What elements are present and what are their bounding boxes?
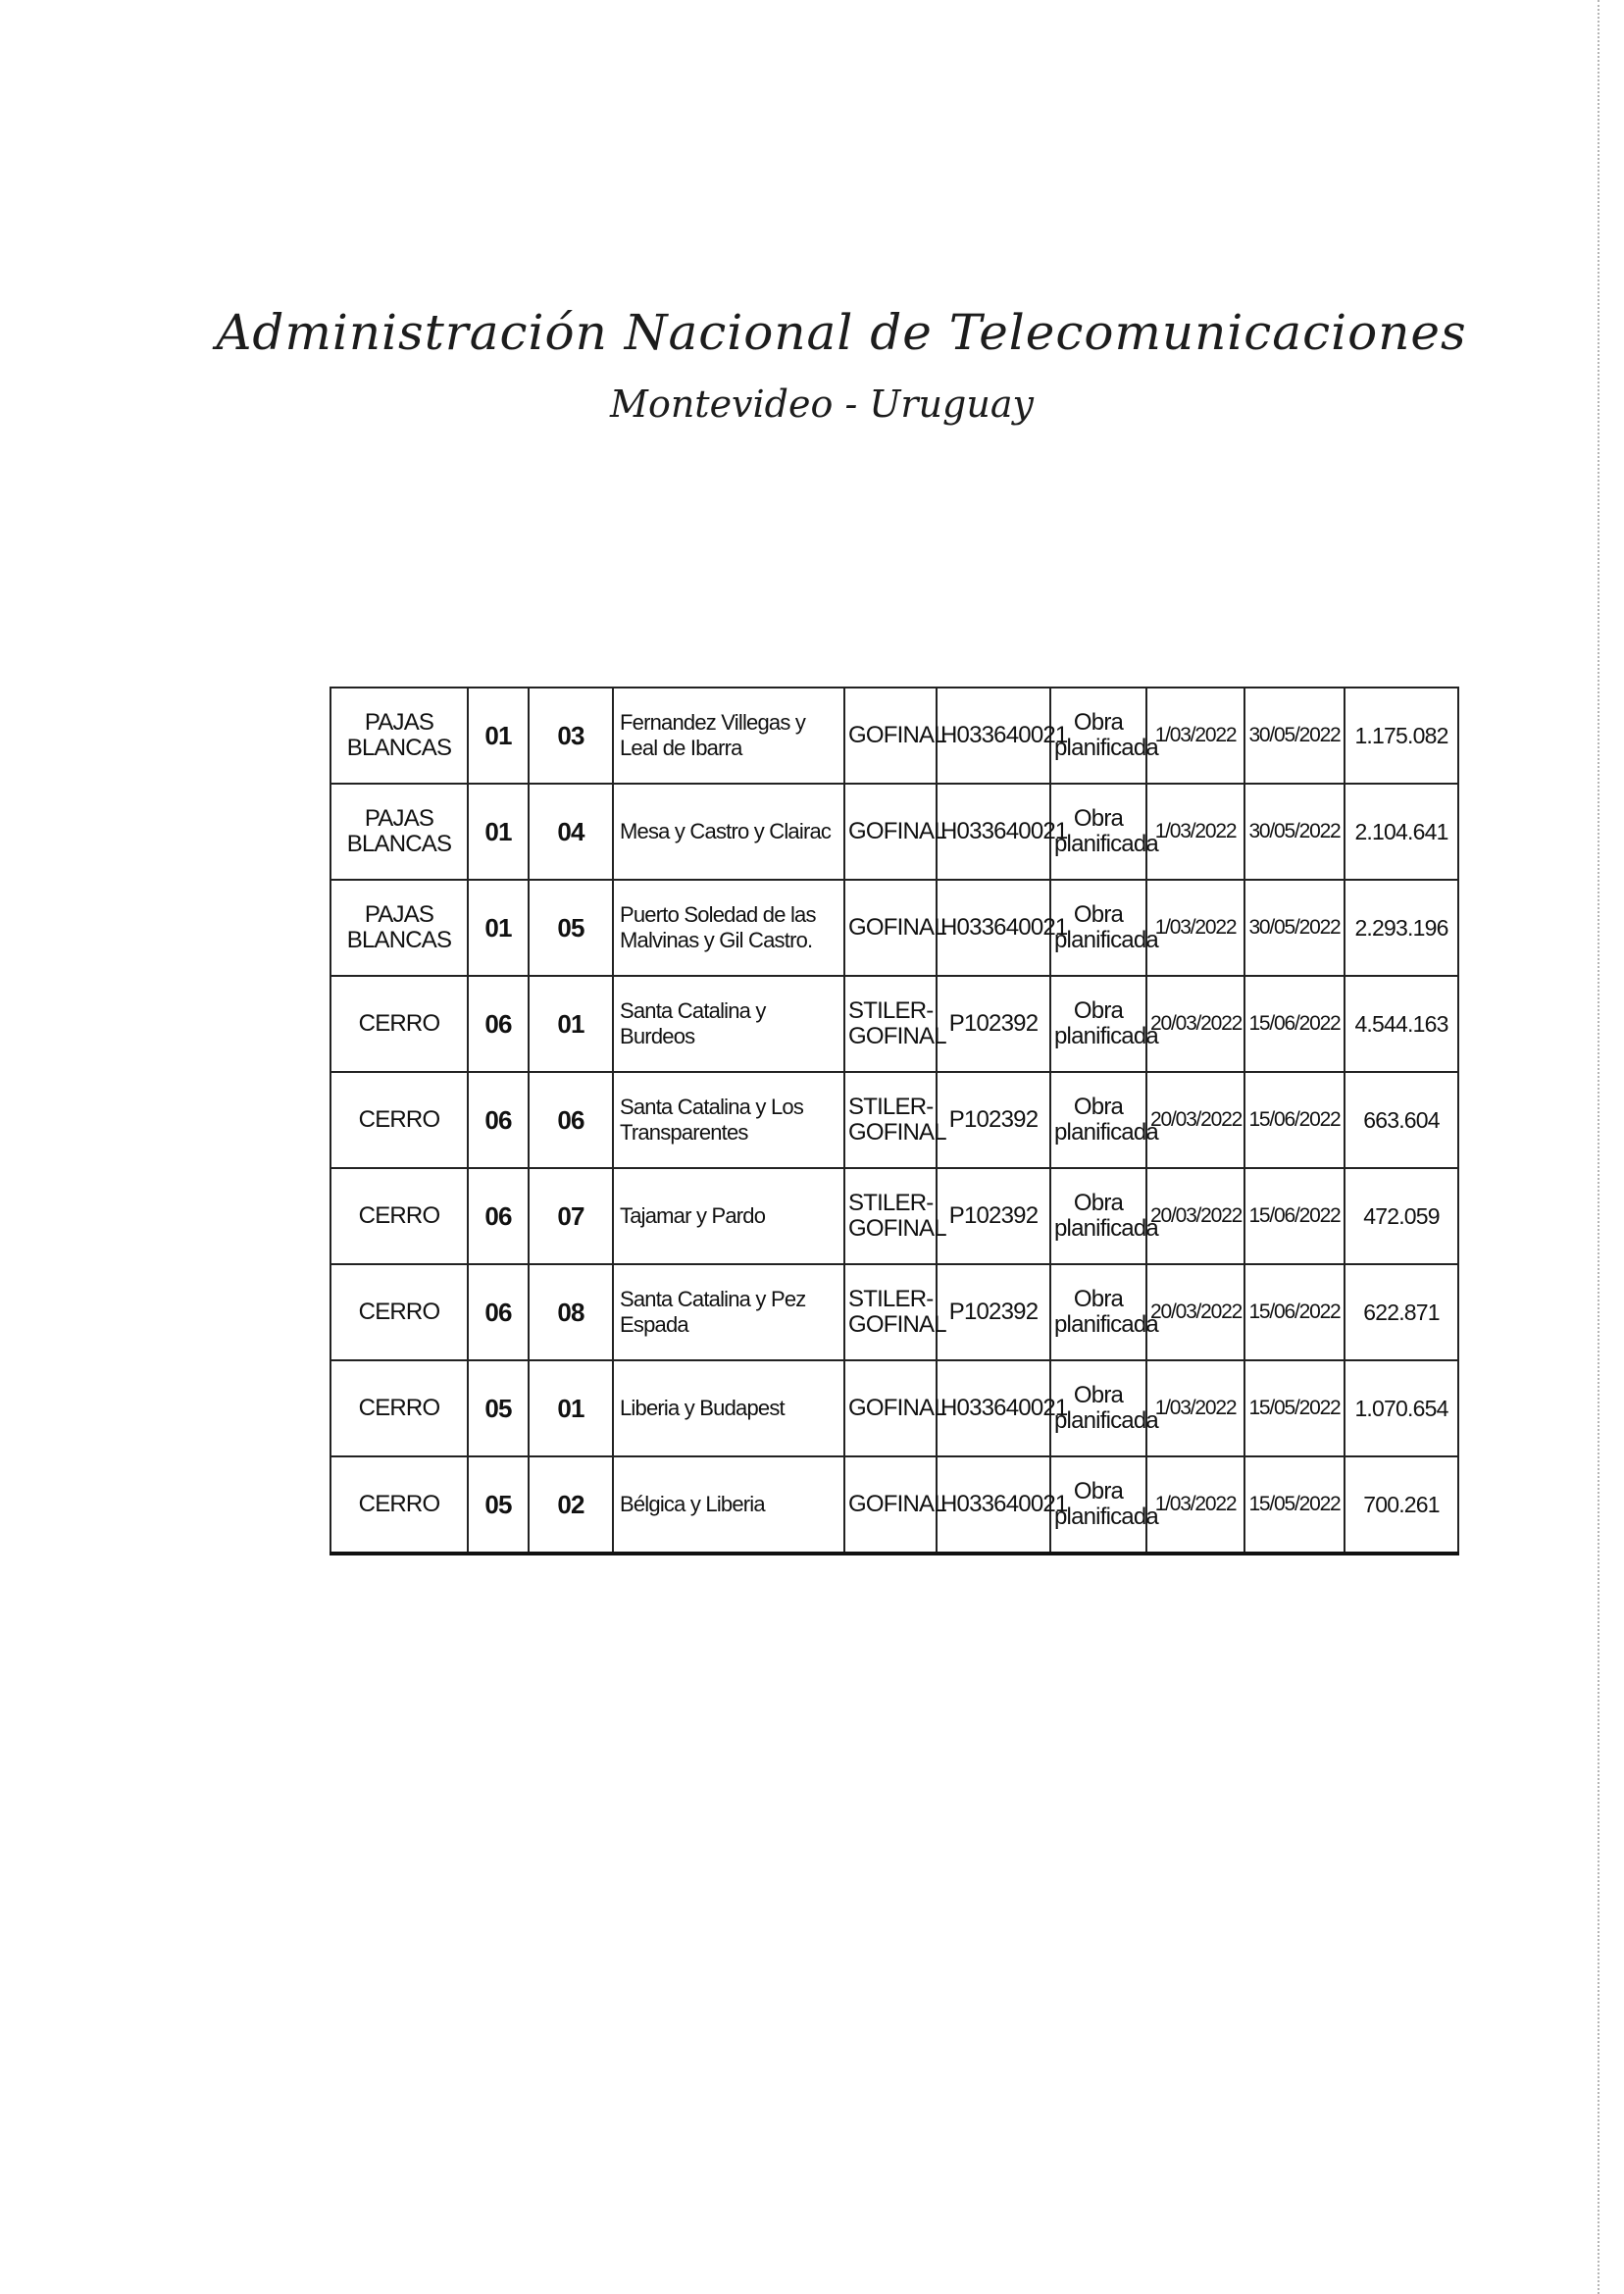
address-cell: Mesa y Castro y Clairac	[613, 784, 844, 880]
address-cell: Bélgica y Liberia	[613, 1456, 844, 1554]
end-date-cell: 30/05/2022	[1244, 784, 1345, 880]
status-cell: Obra planificada	[1050, 976, 1146, 1072]
start-date-cell: 20/03/2022	[1146, 1168, 1244, 1264]
letterhead	[0, 304, 1624, 426]
end-date-cell: 30/05/2022	[1244, 688, 1345, 784]
code-1-cell: 05	[468, 1360, 529, 1456]
start-date-cell: 1/03/2022	[1146, 688, 1244, 784]
zone-cell: CERRO	[330, 1168, 468, 1264]
code-2-cell: 06	[529, 1072, 613, 1168]
zone-cell: PAJAS BLANCAS	[330, 784, 468, 880]
table-row	[330, 1264, 1458, 1360]
code-2-cell: 07	[529, 1168, 613, 1264]
end-date-cell: 15/06/2022	[1244, 1072, 1345, 1168]
project-code-cell: H033640021	[937, 688, 1050, 784]
end-date-cell: 15/06/2022	[1244, 1168, 1345, 1264]
start-date-cell: 1/03/2022	[1146, 880, 1244, 976]
table-row	[330, 1072, 1458, 1168]
code-2-cell: 08	[529, 1264, 613, 1360]
organization-city: Montevideo - Uruguay	[610, 382, 1034, 426]
start-date-cell: 20/03/2022	[1146, 1264, 1244, 1360]
status-cell: Obra planificada	[1050, 1360, 1146, 1456]
end-date-cell: 15/05/2022	[1244, 1360, 1345, 1456]
address-cell: Santa Catalina y Burdeos	[613, 976, 844, 1072]
project-code-cell: P102392	[937, 1072, 1050, 1168]
project-code-cell: P102392	[937, 1168, 1050, 1264]
code-2-cell: 02	[529, 1456, 613, 1554]
end-date-cell: 15/06/2022	[1244, 976, 1345, 1072]
code-1-cell: 01	[468, 688, 529, 784]
code-1-cell: 06	[468, 976, 529, 1072]
code-1-cell: 06	[468, 1264, 529, 1360]
end-date-cell: 15/06/2022	[1244, 1264, 1345, 1360]
address-cell: Puerto Soledad de las Malvinas y Gil Castro.	[613, 880, 844, 976]
company-cell: GOFINAL	[844, 1360, 937, 1456]
zone-cell: CERRO	[330, 1264, 468, 1360]
status-cell: Obra planificada	[1050, 1456, 1146, 1554]
zone-cell: PAJAS BLANCAS	[330, 880, 468, 976]
company-cell: STILER-GOFINAL	[844, 1264, 937, 1360]
code-1-cell: 05	[468, 1456, 529, 1554]
company-cell: STILER-GOFINAL	[844, 1168, 937, 1264]
status-cell: Obra planificada	[1050, 1264, 1146, 1360]
amount-cell: 622.871	[1345, 1264, 1458, 1360]
zone-cell: CERRO	[330, 1360, 468, 1456]
company-cell: STILER-GOFINAL	[844, 1072, 937, 1168]
code-1-cell: 01	[468, 880, 529, 976]
zone-cell: CERRO	[330, 1072, 468, 1168]
start-date-cell: 1/03/2022	[1146, 1360, 1244, 1456]
company-cell: STILER-GOFINAL	[844, 976, 937, 1072]
start-date-cell: 1/03/2022	[1146, 784, 1244, 880]
zone-cell: CERRO	[330, 976, 468, 1072]
code-2-cell: 05	[529, 880, 613, 976]
zone-cell: PAJAS BLANCAS	[330, 688, 468, 784]
start-date-cell: 20/03/2022	[1146, 1072, 1244, 1168]
amount-cell: 2.104.641	[1345, 784, 1458, 880]
status-cell: Obra planificada	[1050, 880, 1146, 976]
address-cell: Tajamar y Pardo	[613, 1168, 844, 1264]
start-date-cell: 1/03/2022	[1146, 1456, 1244, 1554]
start-date-cell: 20/03/2022	[1146, 976, 1244, 1072]
amount-cell: 2.293.196	[1345, 880, 1458, 976]
address-cell: Santa Catalina y Pez Espada	[613, 1264, 844, 1360]
table-row	[330, 1360, 1458, 1456]
amount-cell: 472.059	[1345, 1168, 1458, 1264]
table-row	[330, 688, 1458, 784]
amount-cell: 700.261	[1345, 1456, 1458, 1554]
project-code-cell: P102392	[937, 1264, 1050, 1360]
project-code-cell: P102392	[937, 976, 1050, 1072]
amount-cell: 1.175.082	[1345, 688, 1458, 784]
code-2-cell: 01	[529, 976, 613, 1072]
code-2-cell: 04	[529, 784, 613, 880]
works-table	[330, 687, 1459, 1555]
status-cell: Obra planificada	[1050, 1072, 1146, 1168]
company-cell: GOFINAL	[844, 880, 937, 976]
address-cell: Liberia y Budapest	[613, 1360, 844, 1456]
code-2-cell: 01	[529, 1360, 613, 1456]
project-code-cell: H033640021	[937, 880, 1050, 976]
table-row	[330, 976, 1458, 1072]
company-cell: GOFINAL	[844, 1456, 937, 1554]
company-cell: GOFINAL	[844, 784, 937, 880]
table-row	[330, 1168, 1458, 1264]
amount-cell: 1.070.654	[1345, 1360, 1458, 1456]
table-row	[330, 1456, 1458, 1554]
organization-name: Administración Nacional de Telecomunicaciones	[216, 304, 1467, 361]
end-date-cell: 15/05/2022	[1244, 1456, 1345, 1554]
amount-cell: 4.544.163	[1345, 976, 1458, 1072]
zone-cell: CERRO	[330, 1456, 468, 1554]
code-1-cell: 06	[468, 1072, 529, 1168]
status-cell: Obra planificada	[1050, 1168, 1146, 1264]
code-1-cell: 06	[468, 1168, 529, 1264]
status-cell: Obra planificada	[1050, 688, 1146, 784]
project-code-cell: H033640021	[937, 1360, 1050, 1456]
address-cell: Santa Catalina y Los Transparentes	[613, 1072, 844, 1168]
end-date-cell: 30/05/2022	[1244, 880, 1345, 976]
table-row	[330, 784, 1458, 880]
project-code-cell: H033640021	[937, 784, 1050, 880]
code-1-cell: 01	[468, 784, 529, 880]
project-code-cell: H033640021	[937, 1456, 1050, 1554]
company-cell: GOFINAL	[844, 688, 937, 784]
amount-cell: 663.604	[1345, 1072, 1458, 1168]
address-cell: Fernandez Villegas y Leal de Ibarra	[613, 688, 844, 784]
table-row	[330, 880, 1458, 976]
status-cell: Obra planificada	[1050, 784, 1146, 880]
code-2-cell: 03	[529, 688, 613, 784]
